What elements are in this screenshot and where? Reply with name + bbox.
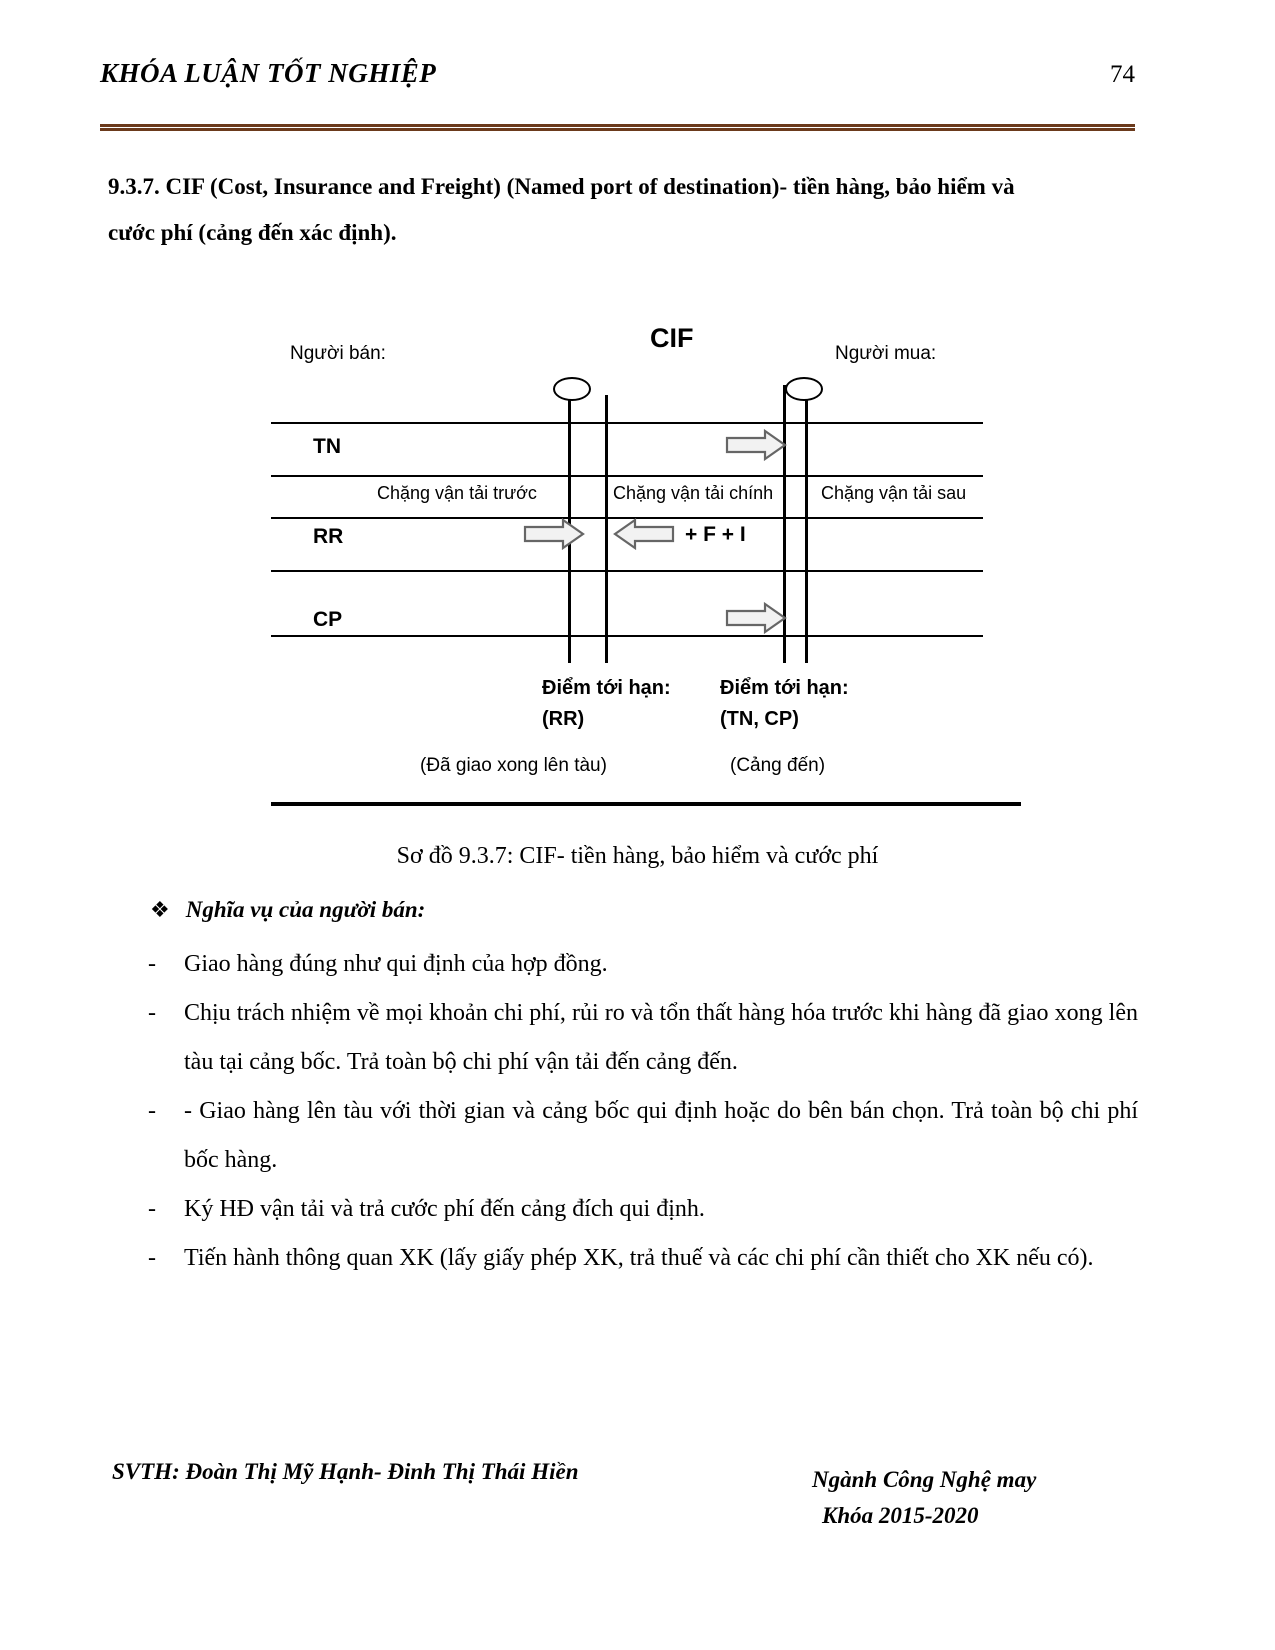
buyer-label: Người mua: [835, 343, 937, 364]
section-heading-line2: cước phí (cảng đến xác định). [108, 220, 397, 245]
grid-line-2 [271, 475, 983, 477]
critical-point-right-title: Điểm tới hạn: [720, 677, 849, 699]
row-label-tn: TN [313, 435, 341, 458]
bullet-dash-icon: - [148, 1245, 156, 1271]
grid-line-4 [271, 570, 983, 572]
list-item-text: Tiến hành thông quan XK (lấy giấy phép XK, trả thuế và các chi phí cần thiết cho XK nếu có). [184, 1245, 1094, 1271]
bullet-dash-icon: - [148, 1000, 156, 1026]
header-divider-rule [100, 124, 1135, 131]
list-item [148, 989, 1138, 1087]
figure-caption: Sơ đồ 9.3.7: CIF- tiền hàng, bảo hiểm và cước phí [396, 843, 879, 869]
critical-point-right [720, 673, 849, 735]
critical-point-right-value: (TN, CP) [720, 708, 799, 730]
obligations-heading [150, 897, 425, 923]
list-item-text: Chịu trách nhiệm về mọi khoản chi phí, rủi ro và tổn thất hàng hóa trước khi hàng đã giao xong lên tàu tại cảng bốc. Trả toàn bộ chi phí vận tải đến cảng đến. [184, 1000, 1138, 1075]
diamond-bullet-icon: ❖ [150, 897, 170, 922]
node-ellipse-buyer-point [785, 377, 823, 401]
diagram-title: CIF [650, 323, 694, 353]
list-item-text: Ký HĐ vận tải và trả cước phí đến cảng đích qui định. [184, 1196, 705, 1222]
list-item [148, 940, 1138, 989]
footer-left-text: SVTH: Đoàn Thị Mỹ Hạnh- Đinh Thị Thái Hiền [112, 1459, 579, 1484]
list-item-text: - Giao hàng lên tàu với thời gian và cảng bốc qui định hoặc do bên bán chọn. Trả toàn bộ chi phí bốc hàng. [184, 1098, 1138, 1173]
bullet-dash-icon: - [148, 951, 156, 977]
critical-point-left-note: (Đã giao xong lên tàu) [420, 755, 607, 776]
section-heading-line1: 9.3.7. CIF (Cost, Insurance and Freight) (Named port of destination)- tiền hàng, bảo hiểm và [108, 174, 1015, 199]
list-item-text: Giao hàng đúng như qui định của hợp đồng. [184, 951, 608, 977]
leg-label-on-carriage: Chặng vận tải sau [821, 483, 967, 503]
incoterms-cif-diagram [265, 305, 1025, 825]
critical-point-left-value: (RR) [542, 708, 585, 730]
arrow-tn-right [725, 429, 787, 466]
row-label-cp: CP [313, 608, 343, 631]
footer-right-line2: Khóa 2015-2020 [822, 1503, 979, 1528]
critical-point-right-note: (Cảng đến) [730, 755, 826, 776]
obligations-heading-text: Nghĩa vụ của người bán: [185, 897, 426, 922]
critical-line-rr-b [605, 395, 608, 663]
page-number: 74 [1110, 61, 1135, 88]
section-heading [108, 164, 1138, 256]
arrow-rr-right [523, 518, 585, 555]
bullet-dash-icon: - [148, 1196, 156, 1222]
bullet-dash-icon: - [148, 1098, 156, 1124]
list-item [148, 1234, 1138, 1283]
obligations-list [148, 940, 1138, 1283]
grid-line-1 [271, 422, 983, 424]
node-ellipse-seller-point [553, 377, 591, 401]
row-label-rr: RR [313, 525, 344, 548]
critical-line-tncp-b [805, 395, 808, 663]
leg-label-main-carriage: Chặng vận tải chính [613, 483, 774, 503]
header-title: KHÓA LUẬN TỐT NGHIỆP [100, 58, 437, 88]
critical-point-left [542, 673, 671, 735]
footer-right-line1: Ngành Công Nghệ may [812, 1467, 1037, 1492]
cost-formula-label: + F + I [685, 523, 746, 546]
list-item [148, 1185, 1138, 1234]
diagram-baseline [271, 802, 1021, 806]
critical-point-left-title: Điểm tới hạn: [542, 677, 671, 699]
arrow-cp-right [725, 602, 787, 639]
grid-line-5 [271, 635, 983, 637]
list-item [148, 1087, 1138, 1185]
seller-label: Người bán: [290, 343, 386, 364]
running-header [100, 58, 1135, 89]
footer-right-text [812, 1462, 1036, 1534]
leg-label-pre-carriage: Chặng vận tải trước [377, 483, 537, 503]
arrow-rr-left [613, 518, 675, 555]
